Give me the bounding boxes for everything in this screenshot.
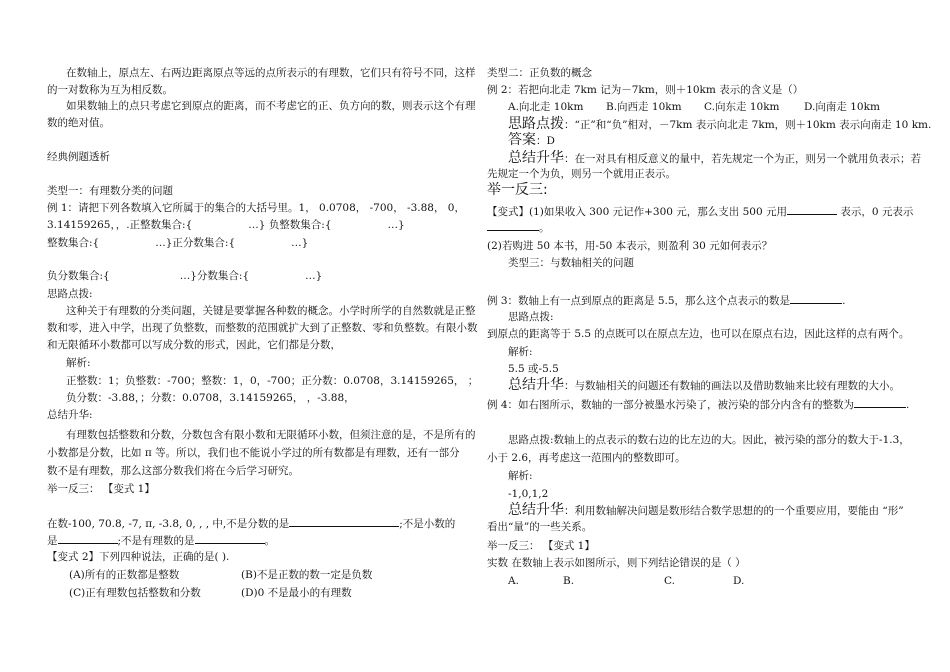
answer-blank[interactable] [195, 533, 265, 544]
example2-answer [508, 133, 555, 148]
variant-a-question-cont: 表示，0 元表示 [840, 206, 914, 218]
positive-fraction-set-label: 正分数集合:{ [172, 237, 236, 249]
example4-hint-line2: 小于 2.6，再考虑这一范围内的整数即可。 [487, 452, 686, 464]
answer-line-1: 正整数：1；负整数：-700；整数：1，0，-700；正分数：0.0708，3.14159265， ； [66, 375, 479, 387]
section-heading: 经典例题透析 [47, 151, 110, 163]
example4-question [487, 397, 909, 412]
example2-question: 例 2：若把向北走 7km 记为－7km，则＋10km 表示的含义是（） [487, 84, 804, 96]
variant-b: (2)若购进 50 本书，用-50 本表示，则盈利 30 元如何表示？ [487, 240, 773, 252]
variant1-line2 [47, 533, 275, 548]
option-d[interactable]: (D)0 不是最小的有理数 [241, 587, 352, 599]
variant1-line1 [47, 516, 455, 531]
example2-option-d[interactable]: D.向南走 10km [804, 101, 880, 113]
intro-paragraph-2a: 如果数轴上的点只考虑它到原点的距离，而不考虑它的正、负方向的数，则表示这个有理 [66, 100, 476, 112]
example4-text: 例 4：如右图所示，数轴的一部分被墨水污染了，被污染的部分内含有的整数为 [487, 399, 855, 411]
summary-heading: 总结升华 [508, 377, 564, 393]
option-b[interactable]: (B)不是正数的数一定是负数 [241, 569, 373, 581]
practice-heading: 举一反三: [487, 182, 548, 198]
example2-summary-cont: 先规定一个为负，则另一个就用正表示。 [487, 168, 676, 180]
answer-heading: 答案 [508, 132, 536, 148]
integer-set-label: 整数集合:{ [47, 237, 100, 249]
example1-line2 [47, 218, 405, 232]
negative-integer-set-label: 负整数集合:{ [268, 219, 332, 231]
summary-line-1: 有理数包括整数和分数，分数包含有限小数和无限循环小数，但须注意的是，不是所有的 [66, 429, 476, 441]
summary-title: 总结升华: [47, 409, 93, 421]
variant4-option-d[interactable]: D. [733, 575, 745, 587]
type2-heading: 类型二：正负数的概念 [487, 67, 592, 79]
example3-hint-text: 到原点的距离等于 5.5 的点既可以在原点左边，也可以在原点右边，因此这样的点有两个。 [487, 328, 910, 340]
example3-answer: 5.5 或-5.5 [508, 363, 559, 375]
variant1-question: 在数-100, 70.8, -7, π, -3.8, 0, , , 中,不是分数的是 [47, 518, 290, 530]
answer-blank[interactable] [58, 533, 118, 544]
intro-paragraph-1b: 的一对数称为互为相反数。 [47, 84, 173, 96]
hint-line-2: 数和零，进入中学，出现了负整数，而整数的范围就扩大到了正整数、零和负整数。有限小数 [47, 322, 478, 334]
answer-text: ：D [536, 135, 555, 147]
example1-numbers: 3.14159265，， [47, 219, 127, 231]
brace-close: …} [387, 219, 405, 231]
hint-line-1: 这种关于有理数的分类问题，关键是要掌握各种数的概念。小学时所学的自然数就是正整 [66, 305, 476, 317]
variant4-question: 实数 在数轴上表示如图所示，则下列结论错误的是（ ） [487, 557, 746, 569]
brace-close: …} [291, 237, 309, 249]
example2-option-b[interactable]: B.向西走 10km [606, 101, 682, 113]
example1-line3 [47, 236, 308, 250]
variant1-question-cont: ;不是小数的 [399, 518, 456, 530]
answer-blank[interactable] [790, 293, 842, 304]
brace-close: …} [248, 219, 266, 231]
example3-analysis-title: 解析: [508, 346, 533, 358]
variant4-title: 举一反三： 【变式 1】 [487, 540, 595, 552]
example4-analysis-title: 解析: [508, 470, 533, 482]
summary-heading: 总结升华 [508, 502, 564, 518]
example1-line1: 例 1：请把下列各数填入它所属于的集合的大括号里。1， 0.0708， -700， -3.88， 0， [47, 202, 465, 214]
period: 。 [539, 222, 550, 234]
type1-heading: 类型一：有理数分类的问题 [47, 185, 173, 197]
example4-hint-line1: 思路点拨:数轴上的点表示的数右边的比左边的大。因此，被污染的部分的数大于-1.3， [508, 434, 910, 446]
type3-heading: 类型三：与数轴相关的问题 [508, 257, 634, 269]
summary-text: ：在一对具有相反意义的量中，若先规定一个为正，则另一个就用负表示；若 [564, 153, 921, 165]
brace-close: …} [155, 237, 173, 249]
variant-a-question: 【变式】(1)如果收入 300 元记作+300 元，那么支出 500 元用 [487, 206, 787, 218]
intro-paragraph-1a: 在数轴上，原点左、右两边距离原点等远的点所表示的有理数，它们只有符号不同，这样 [66, 67, 476, 79]
period: 。 [264, 535, 276, 547]
hint-line-3: 和无限循环小数都可以写成分数的形式，因此，它们都是分数， [47, 339, 341, 351]
example2-summary [508, 151, 921, 166]
example4-answer: -1,0,1,2 [508, 488, 549, 500]
period: . [842, 295, 846, 307]
answer-line-2: 负分数：-3.88，；分数：0.0708，3.14159265， ，-3.88， [66, 392, 355, 404]
example1-line4 [47, 269, 322, 283]
example3-text: 例 3：数轴上有一点到原点的距离是 5.5，那么这个点表示的数是 [487, 295, 791, 307]
example2-option-a[interactable]: A.向北走 10km [508, 101, 584, 113]
option-c[interactable]: (C)正有理数包括整数和分数 [69, 587, 201, 599]
period: . [906, 399, 910, 411]
variant2-title: 【变式 2】下列四种说法，正确的是( ). [47, 551, 230, 563]
example3-summary [508, 378, 900, 393]
option-a[interactable]: (A)所有的正数都是整数 [69, 569, 180, 581]
variant4-option-c[interactable]: C. [664, 575, 675, 587]
variant4-option-a[interactable]: A. [508, 575, 519, 587]
summary-heading: 总结升华 [508, 150, 564, 166]
negative-fraction-set-label: 负分数集合:{ [47, 270, 110, 282]
variant4-option-b[interactable]: B. [563, 575, 575, 587]
answer-blank[interactable] [854, 397, 906, 408]
example4-summary-cont: 看出“量”的一些关系。 [487, 521, 593, 533]
variant1-title: 举一反三： 【变式 1】 [47, 483, 155, 495]
positive-integer-set-label: .正整数集合:{ [126, 219, 193, 231]
example3-question [487, 293, 845, 308]
variant-a-line1 [487, 204, 913, 219]
hint-title: 思路点拨: [47, 288, 93, 300]
summary-line-3: 数不是有理数，那么这部分数我们将在今后学习研究。 [47, 465, 299, 477]
variant1-question-cont3: ;不是有理数的是 [117, 535, 195, 547]
variant1-question-cont2: 是 [47, 535, 58, 547]
example3-hint-title: 思路点拨: [508, 311, 554, 323]
hint-heading: 思路点拨 [508, 116, 564, 132]
brace-close: …} [179, 270, 197, 282]
fraction-set-label: 分数集合:{ [196, 270, 250, 282]
summary-text: ：与数轴相关的问题还有数轴的画法以及借助数轴来比较有理数的大小。 [564, 380, 900, 392]
hint-text: ：“正”和“负”相对，－7km 表示向北走 7km，则＋10km 表示向南走 10 km. [564, 119, 932, 131]
analysis-title: 解析: [66, 357, 91, 369]
example2-hint [508, 117, 931, 132]
example2-option-c[interactable]: C.向东走 10km [704, 101, 780, 113]
answer-blank[interactable] [787, 204, 837, 215]
brace-close: …} [305, 270, 323, 282]
intro-paragraph-2b: 数的绝对值。 [47, 117, 110, 129]
answer-blank[interactable] [487, 220, 539, 231]
example4-summary [508, 503, 904, 518]
summary-line-2: 小数都是分数，比如 π 等。所以，我们也不能说小学过的所有数都是有理数，还有一部分 [47, 447, 460, 459]
variant-a-line2 [487, 220, 550, 235]
summary-text: ：利用数轴解决问题是数形结合数学思想的的一个重要应用，要能由 “形” [564, 505, 904, 517]
answer-blank[interactable] [289, 516, 399, 527]
